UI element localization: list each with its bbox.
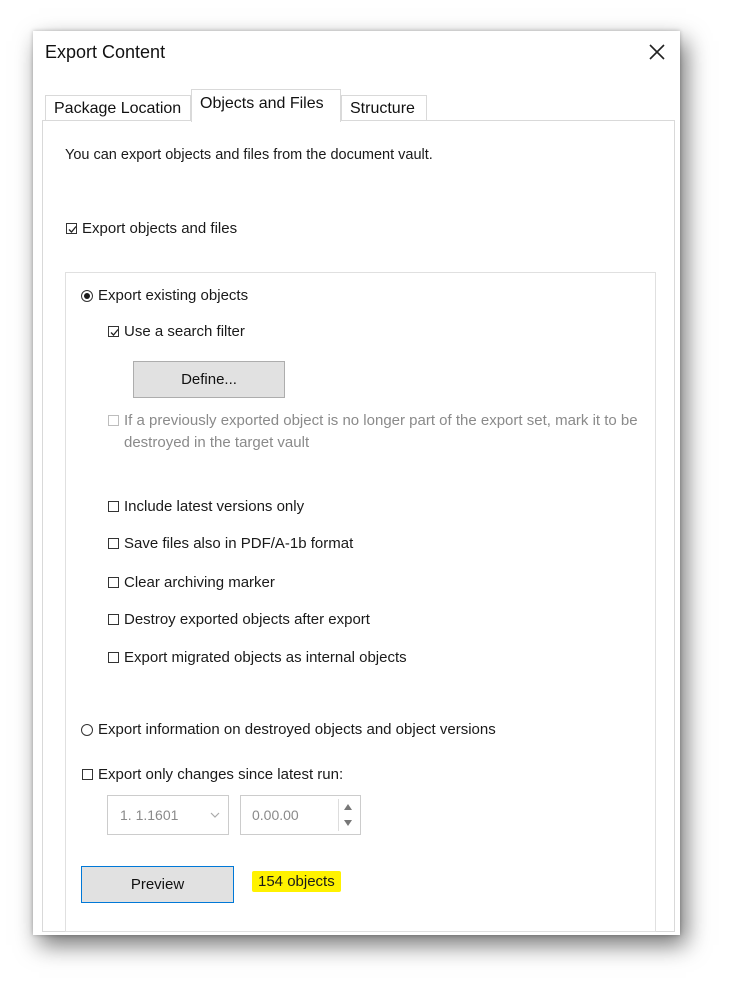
include-latest-versions-checkbox[interactable]: [108, 501, 119, 512]
save-pdfa-label: Save files also in PDF/A-1b format: [124, 535, 354, 552]
latest-run-time-stepper[interactable]: [240, 795, 361, 835]
export-objects-checkbox[interactable]: [66, 223, 77, 234]
export-existing-label: Export existing objects: [98, 287, 249, 304]
latest-run-date-picker[interactable]: [107, 795, 229, 835]
preview-button[interactable]: [81, 866, 234, 903]
export-migrated-label: Export migrated objects as internal objects: [124, 649, 407, 666]
time-spinner: [338, 799, 357, 831]
tab-label: Package Location: [54, 100, 182, 117]
tab-label: Structure: [350, 100, 415, 117]
clear-archiving-marker-label: Clear archiving marker: [124, 574, 275, 591]
spin-down-icon[interactable]: [344, 820, 352, 826]
export-objects-label: Export objects and files: [82, 220, 238, 237]
export-only-changes-label: Export only changes since latest run:: [98, 766, 344, 783]
define-button[interactable]: [133, 361, 285, 398]
export-only-changes-checkbox[interactable]: [82, 769, 93, 780]
close-button[interactable]: [644, 39, 670, 65]
preview-button-label: Preview: [130, 876, 185, 893]
preview-result-highlight: 154 objects: [252, 871, 341, 892]
latest-run-date-value: 1. 1.1601: [120, 807, 179, 823]
mark-destroyed-label-line1: If a previously exported object is no longer part of the export set, mark it to be: [124, 412, 638, 429]
tab-label: Objects and Files: [200, 95, 324, 112]
checkmark-icon: [109, 327, 120, 338]
tab-bar: [33, 89, 680, 121]
export-migrated-checkbox[interactable]: [108, 652, 119, 663]
title-bar: [33, 31, 680, 75]
define-button-label: Define...: [181, 371, 237, 388]
clear-archiving-marker-checkbox[interactable]: [108, 577, 119, 588]
spin-up-icon[interactable]: [344, 804, 352, 810]
tab-structure[interactable]: [341, 95, 427, 121]
destroy-exported-checkbox[interactable]: [108, 614, 119, 625]
use-search-filter-label: Use a search filter: [124, 323, 245, 340]
use-search-filter-checkbox[interactable]: [108, 326, 119, 337]
mark-destroyed-checkbox[interactable]: [108, 415, 119, 426]
dialog-title: Export Content: [45, 42, 166, 62]
export-existing-radio[interactable]: [81, 290, 93, 302]
export-content-dialog: [33, 31, 680, 935]
tab-package-location[interactable]: [45, 95, 191, 121]
export-options-group: [65, 272, 656, 932]
preview-result-text: [252, 873, 341, 890]
intro-text: You can export objects and files from the document vault.: [65, 147, 433, 163]
chevron-down-icon: [210, 812, 220, 819]
export-destroyed-info-radio[interactable]: [81, 724, 93, 736]
tab-objects-and-files[interactable]: [191, 89, 341, 122]
close-icon: [644, 39, 670, 65]
destroy-exported-label: Destroy exported objects after export: [124, 611, 370, 628]
checkmark-icon: [67, 224, 78, 235]
radio-dot: [84, 293, 90, 299]
objects-and-files-panel: [42, 120, 675, 932]
mark-destroyed-label-line2: destroyed in the target vault: [124, 434, 310, 451]
export-destroyed-info-label: Export information on destroyed objects and object versions: [98, 721, 496, 738]
latest-run-time-value: 0.00.00: [252, 807, 299, 823]
save-pdfa-checkbox[interactable]: [108, 538, 119, 549]
include-latest-versions-label: Include latest versions only: [124, 498, 305, 515]
